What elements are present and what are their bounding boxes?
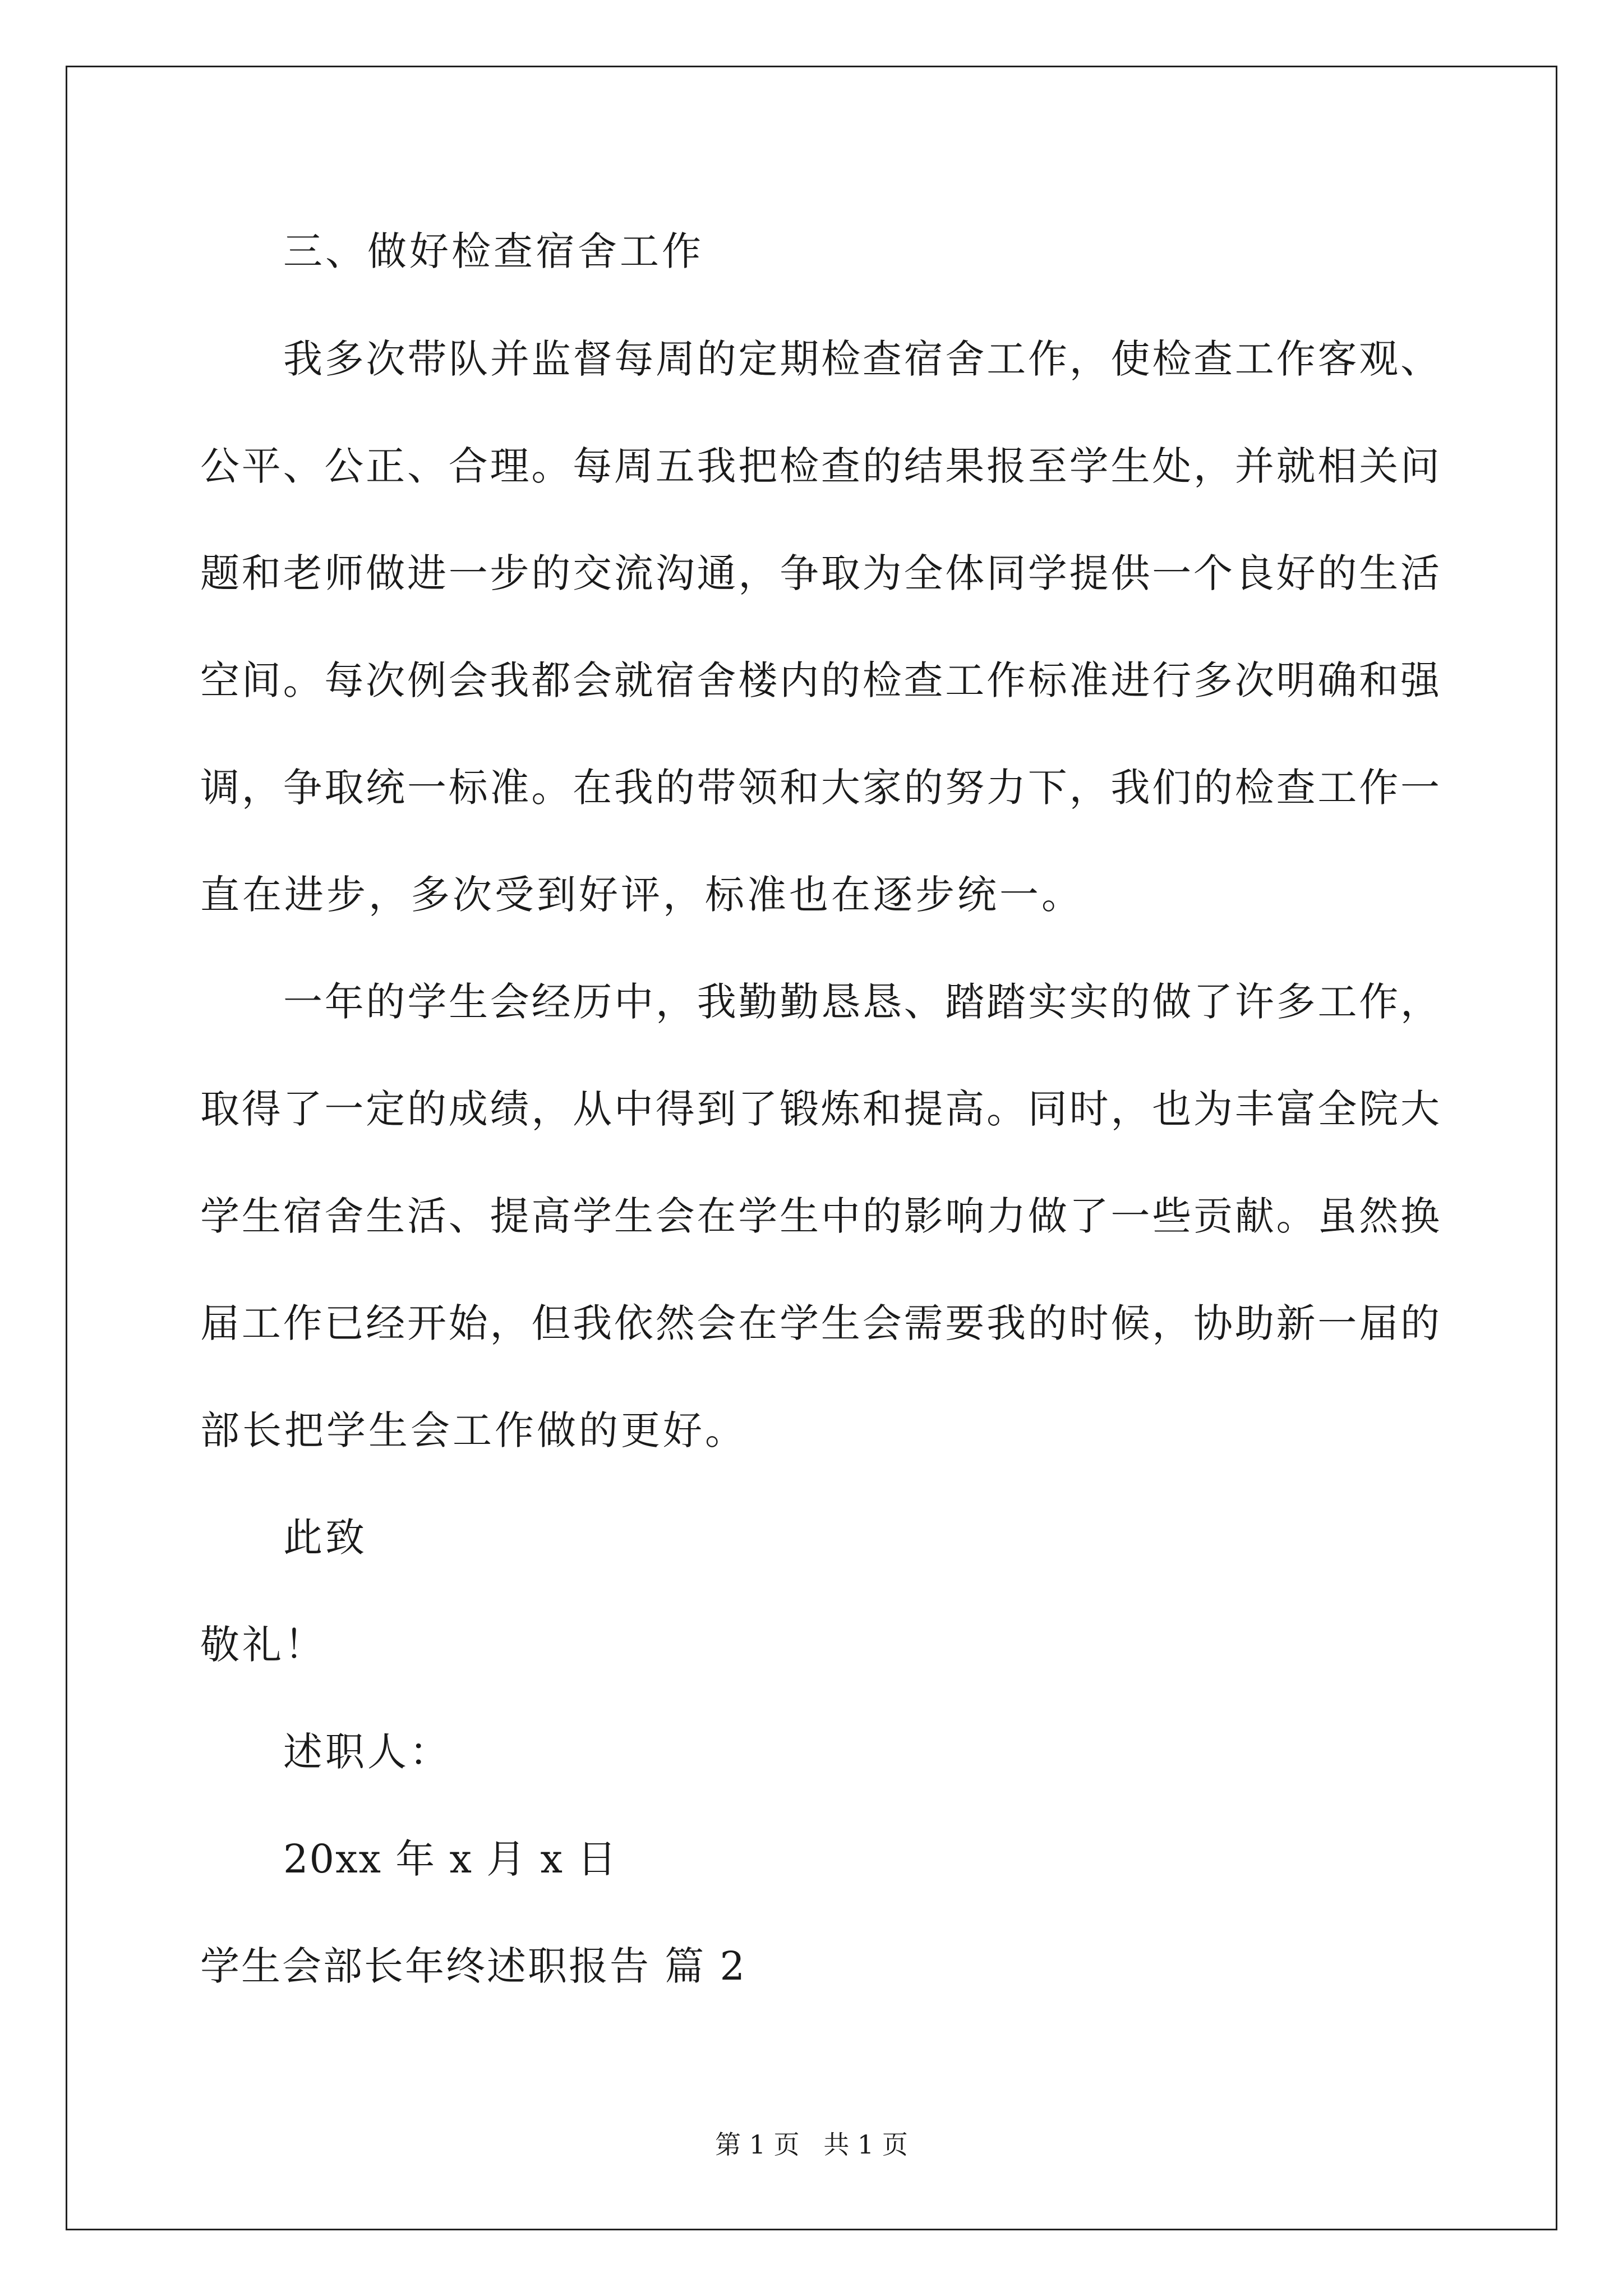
page-total: 共 1 页: [823, 2129, 908, 2160]
page-number: 第 1 页: [715, 2129, 800, 2160]
paragraph-line: 调，争取统一标准。在我的带领和大家的努力下，我们的检查工作一: [200, 765, 1440, 811]
page-border: [66, 66, 1557, 2230]
closing-line: 此致: [283, 1515, 367, 1561]
paragraph-line: 题和老师做进一步的交流沟通，争取为全体同学提供一个良好的生活: [200, 550, 1440, 596]
paragraph-line: 取得了一定的成绩，从中得到了锻炼和提高。同时，也为丰富全院大: [200, 1086, 1440, 1132]
paragraph-line: 届工作已经开始，但我依然会在学生会需要我的时候，协助新一届的: [200, 1300, 1440, 1346]
paragraph-line: 部长把学生会工作做的更好。: [200, 1407, 747, 1453]
salute-line: 敬礼！: [200, 1622, 326, 1668]
paragraph-line: 我多次带队并监督每周的定期检查宿舍工作，使检查工作客观、: [283, 336, 1440, 382]
paragraph-line: 公平、公正、合理。每周五我把检查的结果报至学生处，并就相关问: [200, 443, 1440, 489]
reporter-line: 述职人：: [283, 1729, 451, 1775]
next-section-title: 学生会部长年终述职报告 篇 2: [200, 1943, 747, 1989]
paragraph-line: 一年的学生会经历中，我勤勤恳恳、踏踏实实的做了许多工作，: [283, 979, 1440, 1025]
section-heading: 三、做好检查宿舍工作: [283, 228, 704, 274]
page-footer: [0, 2128, 1623, 2161]
date-line: 20xx 年 x 月 x 日: [283, 1836, 618, 1882]
paragraph-line: 直在进步，多次受到好评，标准也在逐步统一。: [200, 872, 1083, 918]
paragraph-line: 空间。每次例会我都会就宿舍楼内的检查工作标准进行多次明确和强: [200, 657, 1440, 703]
paragraph-line: 学生宿舍生活、提高学生会在学生中的影响力做了一些贡献。虽然换: [200, 1193, 1440, 1239]
